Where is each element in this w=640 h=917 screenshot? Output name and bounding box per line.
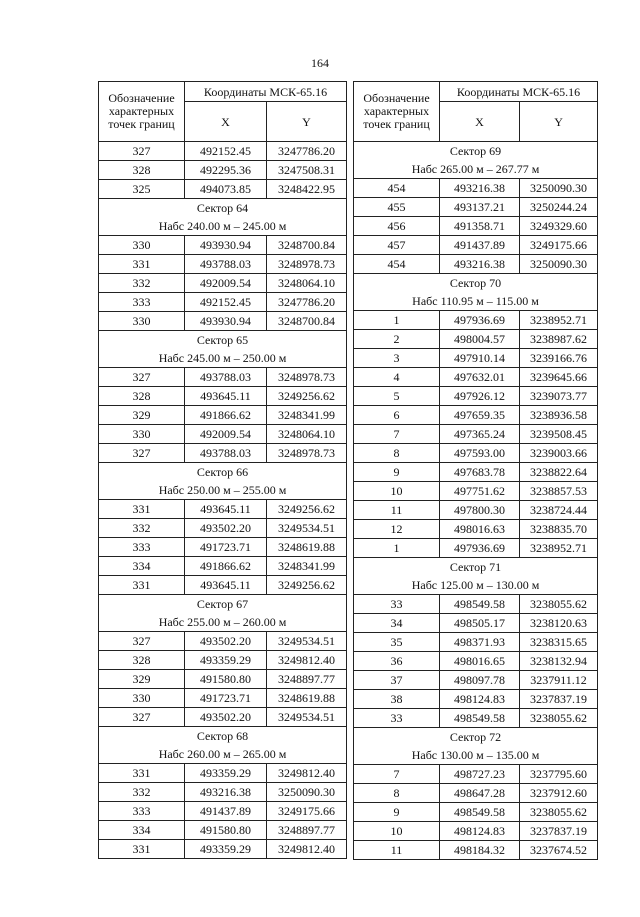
table-row [99, 840, 347, 859]
sector-title-row [354, 142, 598, 161]
table-row [99, 689, 347, 708]
x-cell: 493359.29 [185, 764, 267, 783]
x-cell: 497632.01 [440, 368, 520, 387]
table-row [99, 764, 347, 783]
table-row [354, 614, 598, 633]
sector-title-row [99, 199, 347, 218]
point-cell: 454 [354, 179, 440, 198]
y-cell: 3238120.63 [520, 614, 598, 633]
point-cell: 328 [99, 651, 185, 670]
table-row [354, 633, 598, 652]
table-row [354, 368, 598, 387]
table-row [354, 539, 598, 558]
x-cell: 497365.24 [440, 425, 520, 444]
point-cell: 10 [354, 822, 440, 841]
y-cell: 3238055.62 [520, 803, 598, 822]
y-cell: 3248619.88 [267, 538, 347, 557]
table-row [99, 557, 347, 576]
table-row [99, 632, 347, 651]
x-cell: 491358.71 [440, 217, 520, 236]
y-cell: 3248978.73 [267, 255, 347, 274]
y-cell: 3249534.51 [267, 708, 347, 727]
x-cell: 492009.54 [185, 425, 267, 444]
point-cell: 5 [354, 387, 440, 406]
x-cell: 493502.20 [185, 632, 267, 651]
y-cell: 3237837.19 [520, 822, 598, 841]
point-cell: 334 [99, 557, 185, 576]
table-row [99, 142, 347, 161]
y-header: Y [267, 102, 347, 142]
y-cell: 3249175.66 [267, 802, 347, 821]
x-cell: 491580.80 [185, 670, 267, 689]
x-cell: 493216.38 [185, 783, 267, 802]
y-cell: 3248341.99 [267, 406, 347, 425]
point-cell: 456 [354, 217, 440, 236]
table-row [354, 217, 598, 236]
sector-title: Сектор 71 [354, 558, 598, 577]
y-cell: 3238315.65 [520, 633, 598, 652]
x-cell: 493645.11 [185, 387, 267, 406]
point-cell: 330 [99, 689, 185, 708]
y-cell: 3247786.20 [267, 142, 347, 161]
table-row [99, 576, 347, 595]
sector-title-row [354, 274, 598, 293]
sector-range: Набс 260.00 м – 265.00 м [99, 745, 347, 764]
y-cell: 3247786.20 [267, 293, 347, 312]
table-row [99, 406, 347, 425]
point-cell: 333 [99, 802, 185, 821]
sector-title-row [99, 331, 347, 350]
table-row [354, 311, 598, 330]
table-row [99, 519, 347, 538]
point-cell: 329 [99, 670, 185, 689]
x-cell: 497800.30 [440, 501, 520, 520]
table-row [99, 651, 347, 670]
point-cell: 334 [99, 821, 185, 840]
y-cell: 3239073.77 [520, 387, 598, 406]
sector-range-row [354, 292, 598, 311]
table-row [99, 180, 347, 199]
point-cell: 7 [354, 765, 440, 784]
point-cell: 1 [354, 539, 440, 558]
x-cell: 497936.69 [440, 311, 520, 330]
x-cell: 493645.11 [185, 576, 267, 595]
point-cell: 331 [99, 764, 185, 783]
point-cell: 332 [99, 783, 185, 802]
y-cell: 3248064.10 [267, 425, 347, 444]
y-cell: 3249812.40 [267, 651, 347, 670]
y-cell: 3249329.60 [520, 217, 598, 236]
sector-range: Набс 255.00 м – 260.00 м [99, 613, 347, 632]
table-row [354, 444, 598, 463]
coordinates-table-left [98, 81, 347, 859]
table-row [99, 161, 347, 180]
point-cell: 330 [99, 312, 185, 331]
x-cell: 492295.36 [185, 161, 267, 180]
sector-range-row [99, 349, 347, 368]
sector-title: Сектор 69 [354, 142, 598, 161]
table-row [354, 822, 598, 841]
x-header: X [185, 102, 267, 142]
x-cell: 493930.94 [185, 236, 267, 255]
x-cell: 498004.57 [440, 330, 520, 349]
table-row [354, 236, 598, 255]
point-cell: 457 [354, 236, 440, 255]
page-number: 164 [311, 56, 329, 70]
y-cell: 3249256.62 [267, 576, 347, 595]
point-cell: 331 [99, 840, 185, 859]
sector-range-row [354, 160, 598, 179]
point-cell: 34 [354, 614, 440, 633]
table-row [354, 690, 598, 709]
table-row [354, 841, 598, 860]
table-row [99, 821, 347, 840]
point-cell: 333 [99, 538, 185, 557]
sector-range: Набс 130.00 м – 135.00 м [354, 746, 598, 765]
x-cell: 491580.80 [185, 821, 267, 840]
x-cell: 494073.85 [185, 180, 267, 199]
sector-title-row [99, 463, 347, 482]
x-cell: 498124.83 [440, 822, 520, 841]
table-row [99, 670, 347, 689]
table-row [99, 387, 347, 406]
x-cell: 498016.63 [440, 520, 520, 539]
y-cell: 3249256.62 [267, 387, 347, 406]
sector-title: Сектор 67 [99, 595, 347, 614]
point-cell: 327 [99, 708, 185, 727]
y-cell: 3249534.51 [267, 519, 347, 538]
x-cell: 493502.20 [185, 708, 267, 727]
point-cell: 333 [99, 293, 185, 312]
sector-title: Сектор 70 [354, 274, 598, 293]
sector-range: Набс 250.00 м – 255.00 м [99, 481, 347, 500]
x-cell: 492152.45 [185, 142, 267, 161]
x-cell: 492009.54 [185, 274, 267, 293]
y-cell: 3238952.71 [520, 311, 598, 330]
y-cell: 3247508.31 [267, 161, 347, 180]
point-cell: 455 [354, 198, 440, 217]
point-cell: 328 [99, 387, 185, 406]
point-cell: 454 [354, 255, 440, 274]
point-cell: 7 [354, 425, 440, 444]
y-cell: 3248978.73 [267, 368, 347, 387]
y-cell: 3239166.76 [520, 349, 598, 368]
sector-range: Набс 265.00 м – 267.77 м [354, 160, 598, 179]
y-cell: 3237795.60 [520, 765, 598, 784]
y-header: Y [520, 102, 598, 142]
point-cell: 38 [354, 690, 440, 709]
x-cell: 497936.69 [440, 539, 520, 558]
x-cell: 498184.32 [440, 841, 520, 860]
table-row [354, 255, 598, 274]
point-cell: 331 [99, 255, 185, 274]
table-row [99, 425, 347, 444]
table-row [99, 538, 347, 557]
point-cell: 10 [354, 482, 440, 501]
sector-title-row [354, 558, 598, 577]
x-header: X [440, 102, 520, 142]
point-cell: 331 [99, 576, 185, 595]
point-cell: 35 [354, 633, 440, 652]
point-cell: 3 [354, 349, 440, 368]
x-cell: 493788.03 [185, 255, 267, 274]
y-cell: 3238835.70 [520, 520, 598, 539]
sector-title-row [354, 728, 598, 747]
table-row [99, 255, 347, 274]
sector-range-row [99, 613, 347, 632]
y-cell: 3238936.58 [520, 406, 598, 425]
y-cell: 3237911.12 [520, 671, 598, 690]
x-cell: 498124.83 [440, 690, 520, 709]
sector-title-row [99, 727, 347, 746]
point-cell: 327 [99, 142, 185, 161]
x-cell: 497593.00 [440, 444, 520, 463]
table-row [354, 482, 598, 501]
sector-title: Сектор 66 [99, 463, 347, 482]
y-cell: 3248064.10 [267, 274, 347, 293]
point-cell: 6 [354, 406, 440, 425]
x-cell: 498097.78 [440, 671, 520, 690]
y-cell: 3249812.40 [267, 764, 347, 783]
y-cell: 3238987.62 [520, 330, 598, 349]
x-cell: 498549.58 [440, 803, 520, 822]
table-row [99, 802, 347, 821]
y-cell: 3249534.51 [267, 632, 347, 651]
y-cell: 3237912.60 [520, 784, 598, 803]
table-row [354, 803, 598, 822]
x-cell: 493216.38 [440, 255, 520, 274]
x-cell: 493788.03 [185, 444, 267, 463]
table-row [354, 463, 598, 482]
table-row [354, 349, 598, 368]
x-cell: 497659.35 [440, 406, 520, 425]
x-cell: 493137.21 [440, 198, 520, 217]
x-cell: 491866.62 [185, 406, 267, 425]
coordinate-tables [98, 81, 596, 857]
point-cell: 330 [99, 425, 185, 444]
y-cell: 3250244.24 [520, 198, 598, 217]
x-cell: 498505.17 [440, 614, 520, 633]
table-row [354, 520, 598, 539]
sector-range-row [99, 481, 347, 500]
point-cell: 37 [354, 671, 440, 690]
point-cell: 327 [99, 444, 185, 463]
x-cell: 492152.45 [185, 293, 267, 312]
point-cell: 36 [354, 652, 440, 671]
y-cell: 3249812.40 [267, 840, 347, 859]
point-cell: 328 [99, 161, 185, 180]
sector-range-row [99, 217, 347, 236]
table-row [354, 330, 598, 349]
point-cell: 332 [99, 519, 185, 538]
coords-header: Координаты МСК-65.16 [440, 82, 598, 102]
y-cell: 3239645.66 [520, 368, 598, 387]
y-cell: 3237674.52 [520, 841, 598, 860]
point-cell: 4 [354, 368, 440, 387]
x-cell: 497751.62 [440, 482, 520, 501]
table-row [99, 312, 347, 331]
sector-range: Набс 125.00 м – 130.00 м [354, 576, 598, 595]
y-cell: 3250090.30 [520, 179, 598, 198]
table-row [99, 274, 347, 293]
point-cell: 329 [99, 406, 185, 425]
table-row [354, 501, 598, 520]
x-cell: 491866.62 [185, 557, 267, 576]
sector-range-row [99, 745, 347, 764]
y-cell: 3248978.73 [267, 444, 347, 463]
y-cell: 3239508.45 [520, 425, 598, 444]
y-cell: 3238952.71 [520, 539, 598, 558]
sector-title: Сектор 72 [354, 728, 598, 747]
y-cell: 3239003.66 [520, 444, 598, 463]
sector-range-row [354, 746, 598, 765]
y-cell: 3238055.62 [520, 709, 598, 728]
table-row [354, 765, 598, 784]
table-row [99, 708, 347, 727]
table-row [354, 595, 598, 614]
y-cell: 3248422.95 [267, 180, 347, 199]
sector-range: Набс 240.00 м – 245.00 м [99, 217, 347, 236]
table-row [99, 783, 347, 802]
point-cell: 11 [354, 501, 440, 520]
point-cell: 2 [354, 330, 440, 349]
point-cell: 327 [99, 368, 185, 387]
x-cell: 493502.20 [185, 519, 267, 538]
table-row [354, 709, 598, 728]
point-cell: 332 [99, 274, 185, 293]
table-row [99, 368, 347, 387]
x-cell: 491723.71 [185, 689, 267, 708]
y-cell: 3248700.84 [267, 312, 347, 331]
y-cell: 3238055.62 [520, 595, 598, 614]
y-cell: 3238857.53 [520, 482, 598, 501]
x-cell: 498727.23 [440, 765, 520, 784]
sector-range-row [354, 576, 598, 595]
x-cell: 493359.29 [185, 651, 267, 670]
point-cell: 11 [354, 841, 440, 860]
point-cell: 330 [99, 236, 185, 255]
y-cell: 3248619.88 [267, 689, 347, 708]
table-row [99, 293, 347, 312]
y-cell: 3250090.30 [267, 783, 347, 802]
x-cell: 493359.29 [185, 840, 267, 859]
y-cell: 3248897.77 [267, 821, 347, 840]
x-cell: 491437.89 [440, 236, 520, 255]
table-row [99, 444, 347, 463]
designation-header: Обозначение характерных точек границ [99, 82, 185, 142]
point-cell: 8 [354, 444, 440, 463]
x-cell: 493645.11 [185, 500, 267, 519]
y-cell: 3238822.64 [520, 463, 598, 482]
x-cell: 491437.89 [185, 802, 267, 821]
coords-header: Координаты МСК-65.16 [185, 82, 347, 102]
point-cell: 8 [354, 784, 440, 803]
point-cell: 9 [354, 803, 440, 822]
point-cell: 33 [354, 595, 440, 614]
point-cell: 33 [354, 709, 440, 728]
point-cell: 1 [354, 311, 440, 330]
point-cell: 325 [99, 180, 185, 199]
table-row [354, 784, 598, 803]
x-cell: 493788.03 [185, 368, 267, 387]
x-cell: 498016.65 [440, 652, 520, 671]
x-cell: 491723.71 [185, 538, 267, 557]
y-cell: 3248700.84 [267, 236, 347, 255]
sector-title-row [99, 595, 347, 614]
point-cell: 331 [99, 500, 185, 519]
sector-range: Набс 245.00 м – 250.00 м [99, 349, 347, 368]
sector-title: Сектор 64 [99, 199, 347, 218]
x-cell: 498549.58 [440, 709, 520, 728]
coordinates-table-right [353, 81, 598, 860]
y-cell: 3249256.62 [267, 500, 347, 519]
x-cell: 498647.28 [440, 784, 520, 803]
point-cell: 12 [354, 520, 440, 539]
x-cell: 498549.58 [440, 595, 520, 614]
designation-header: Обозначение характерных точек границ [354, 82, 440, 142]
table-row [99, 236, 347, 255]
sector-title: Сектор 65 [99, 331, 347, 350]
y-cell: 3237837.19 [520, 690, 598, 709]
table-row [354, 671, 598, 690]
x-cell: 497683.78 [440, 463, 520, 482]
x-cell: 498371.93 [440, 633, 520, 652]
table-row [354, 425, 598, 444]
y-cell: 3248341.99 [267, 557, 347, 576]
y-cell: 3238132.94 [520, 652, 598, 671]
table-row [354, 198, 598, 217]
table-row [354, 387, 598, 406]
point-cell: 9 [354, 463, 440, 482]
table-row [354, 406, 598, 425]
x-cell: 497926.12 [440, 387, 520, 406]
table-row [354, 179, 598, 198]
y-cell: 3250090.30 [520, 255, 598, 274]
y-cell: 3238724.44 [520, 501, 598, 520]
sector-range: Набс 110.95 м – 115.00 м [354, 292, 598, 311]
x-cell: 497910.14 [440, 349, 520, 368]
x-cell: 493216.38 [440, 179, 520, 198]
point-cell: 327 [99, 632, 185, 651]
table-row [99, 500, 347, 519]
x-cell: 493930.94 [185, 312, 267, 331]
sector-title: Сектор 68 [99, 727, 347, 746]
y-cell: 3249175.66 [520, 236, 598, 255]
y-cell: 3248897.77 [267, 670, 347, 689]
table-row [354, 652, 598, 671]
